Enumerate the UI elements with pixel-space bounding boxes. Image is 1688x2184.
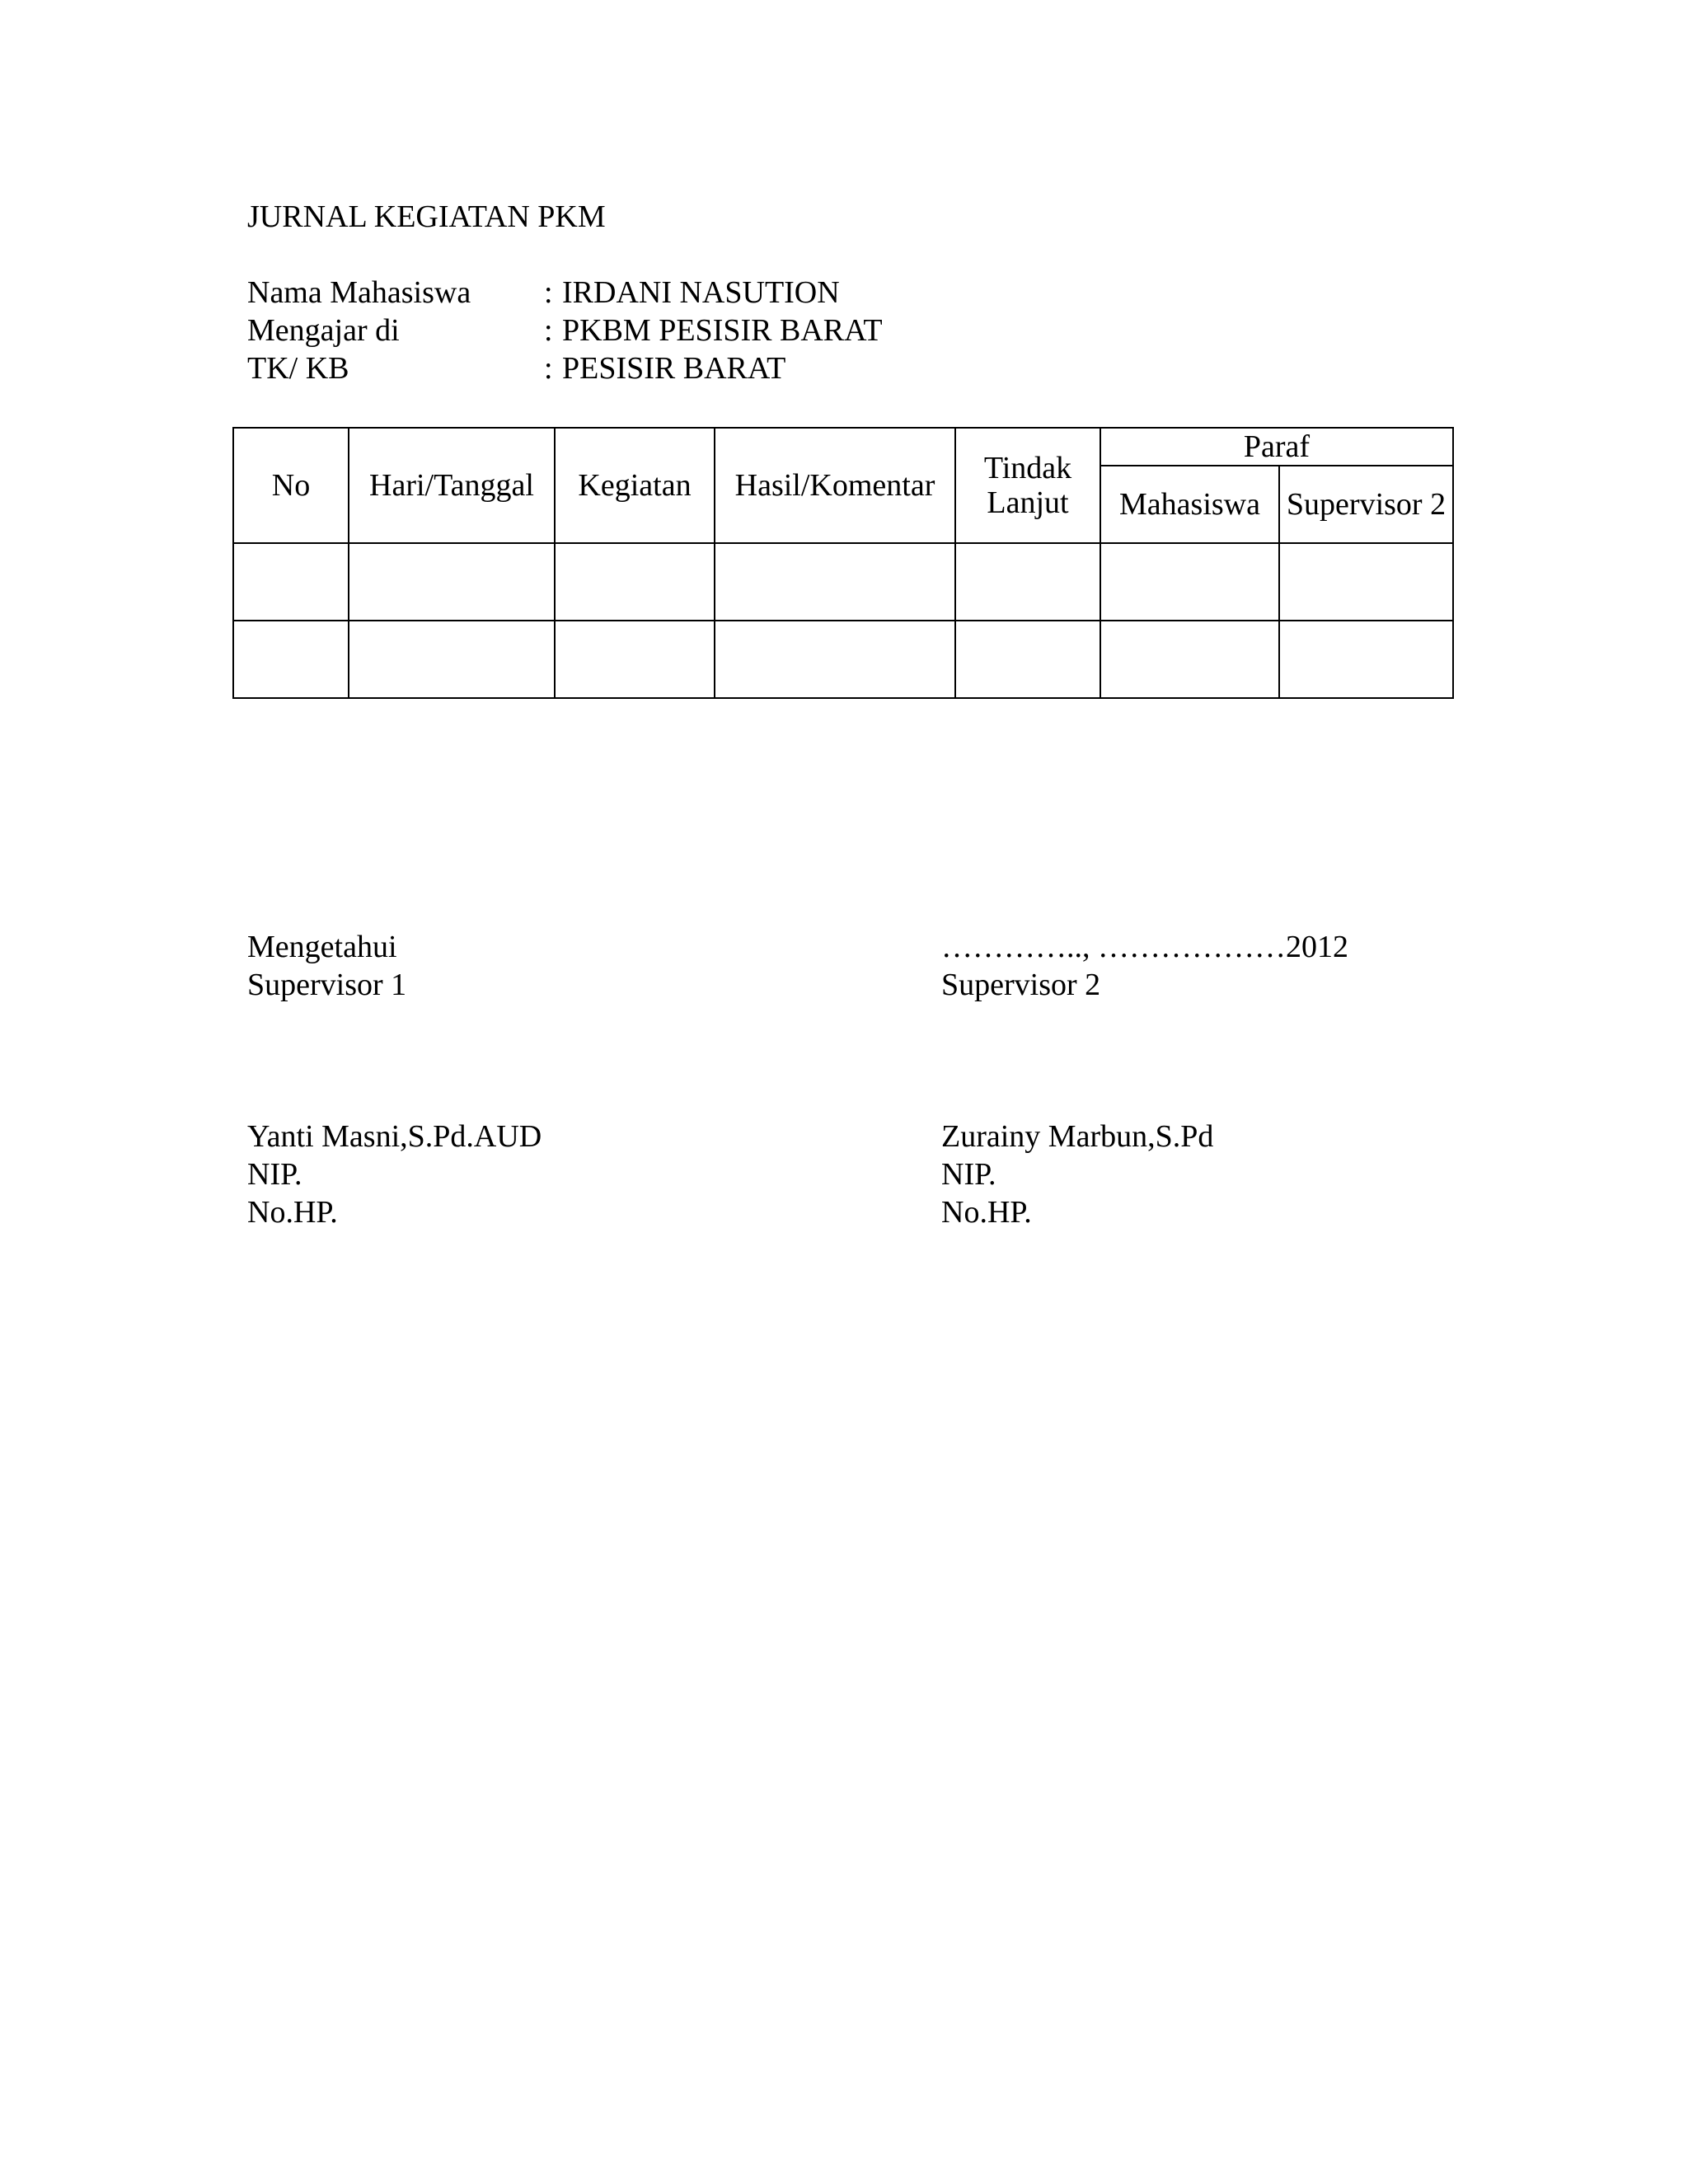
table-cell-kegiatan — [555, 543, 715, 621]
header-supervisor-2: Supervisor 2 — [1279, 466, 1453, 543]
info-value: IRDANI NASUTION — [562, 275, 840, 310]
table-cell-hasil-komentar — [715, 543, 955, 621]
header-hari-tanggal: Hari/Tanggal — [349, 428, 555, 543]
table-cell-hasil-komentar — [715, 621, 955, 698]
table-cell-tindak-lanjut — [955, 621, 1100, 698]
table-cell-mahasiswa — [1100, 543, 1279, 621]
header-tindak-lanjut: Tindak Lanjut — [955, 428, 1100, 543]
signature-left-role: Supervisor 1 — [247, 968, 407, 1002]
table-row — [233, 621, 1453, 698]
signature-right-details — [941, 1118, 1213, 1231]
info-colon: : — [544, 313, 553, 348]
table-cell-no — [233, 543, 349, 621]
signature-left-hp: No.HP. — [247, 1195, 338, 1230]
info-label: Nama Mahasiswa — [247, 275, 471, 310]
header-no: No — [233, 428, 349, 543]
signature-left-line1: Mengetahui — [247, 930, 397, 964]
table-cell-kegiatan — [555, 621, 715, 698]
info-colon: : — [544, 351, 553, 386]
table-cell-tindak-lanjut — [955, 543, 1100, 621]
info-colon: : — [544, 275, 553, 310]
signature-left-nip: NIP. — [247, 1157, 302, 1192]
table-cell-no — [233, 621, 349, 698]
table-cell-supervisor-2 — [1279, 543, 1453, 621]
header-hasil-komentar: Hasil/Komentar — [715, 428, 955, 543]
info-value: PKBM PESISIR BARAT — [562, 313, 883, 348]
signature-right-date: ………….., ………………2012 — [941, 930, 1348, 964]
header-kegiatan: Kegiatan — [555, 428, 715, 543]
document-title: JURNAL KEGIATAN PKM — [247, 199, 606, 234]
info-label: TK/ KB — [247, 351, 349, 386]
table-cell-supervisor-2 — [1279, 621, 1453, 698]
header-paraf: Paraf — [1100, 428, 1453, 466]
signature-left-details — [247, 1118, 542, 1231]
signature-left-name: Yanti Masni,S.Pd.AUD — [247, 1119, 542, 1154]
info-value: PESISIR BARAT — [562, 351, 786, 386]
info-label: Mengajar di — [247, 313, 400, 348]
signature-right-nip: NIP. — [941, 1157, 996, 1192]
table-cell-hari-tanggal — [349, 543, 555, 621]
table-cell-hari-tanggal — [349, 621, 555, 698]
signature-left-heading — [247, 928, 406, 1004]
journal-table — [232, 427, 1454, 699]
signature-right-role: Supervisor 2 — [941, 968, 1101, 1002]
signature-right-heading — [941, 928, 1348, 1004]
table-row — [233, 543, 1453, 621]
signature-right-hp: No.HP. — [941, 1195, 1032, 1230]
header-mahasiswa: Mahasiswa — [1100, 466, 1279, 543]
signature-right-name: Zurainy Marbun,S.Pd — [941, 1119, 1214, 1154]
table-cell-mahasiswa — [1100, 621, 1279, 698]
